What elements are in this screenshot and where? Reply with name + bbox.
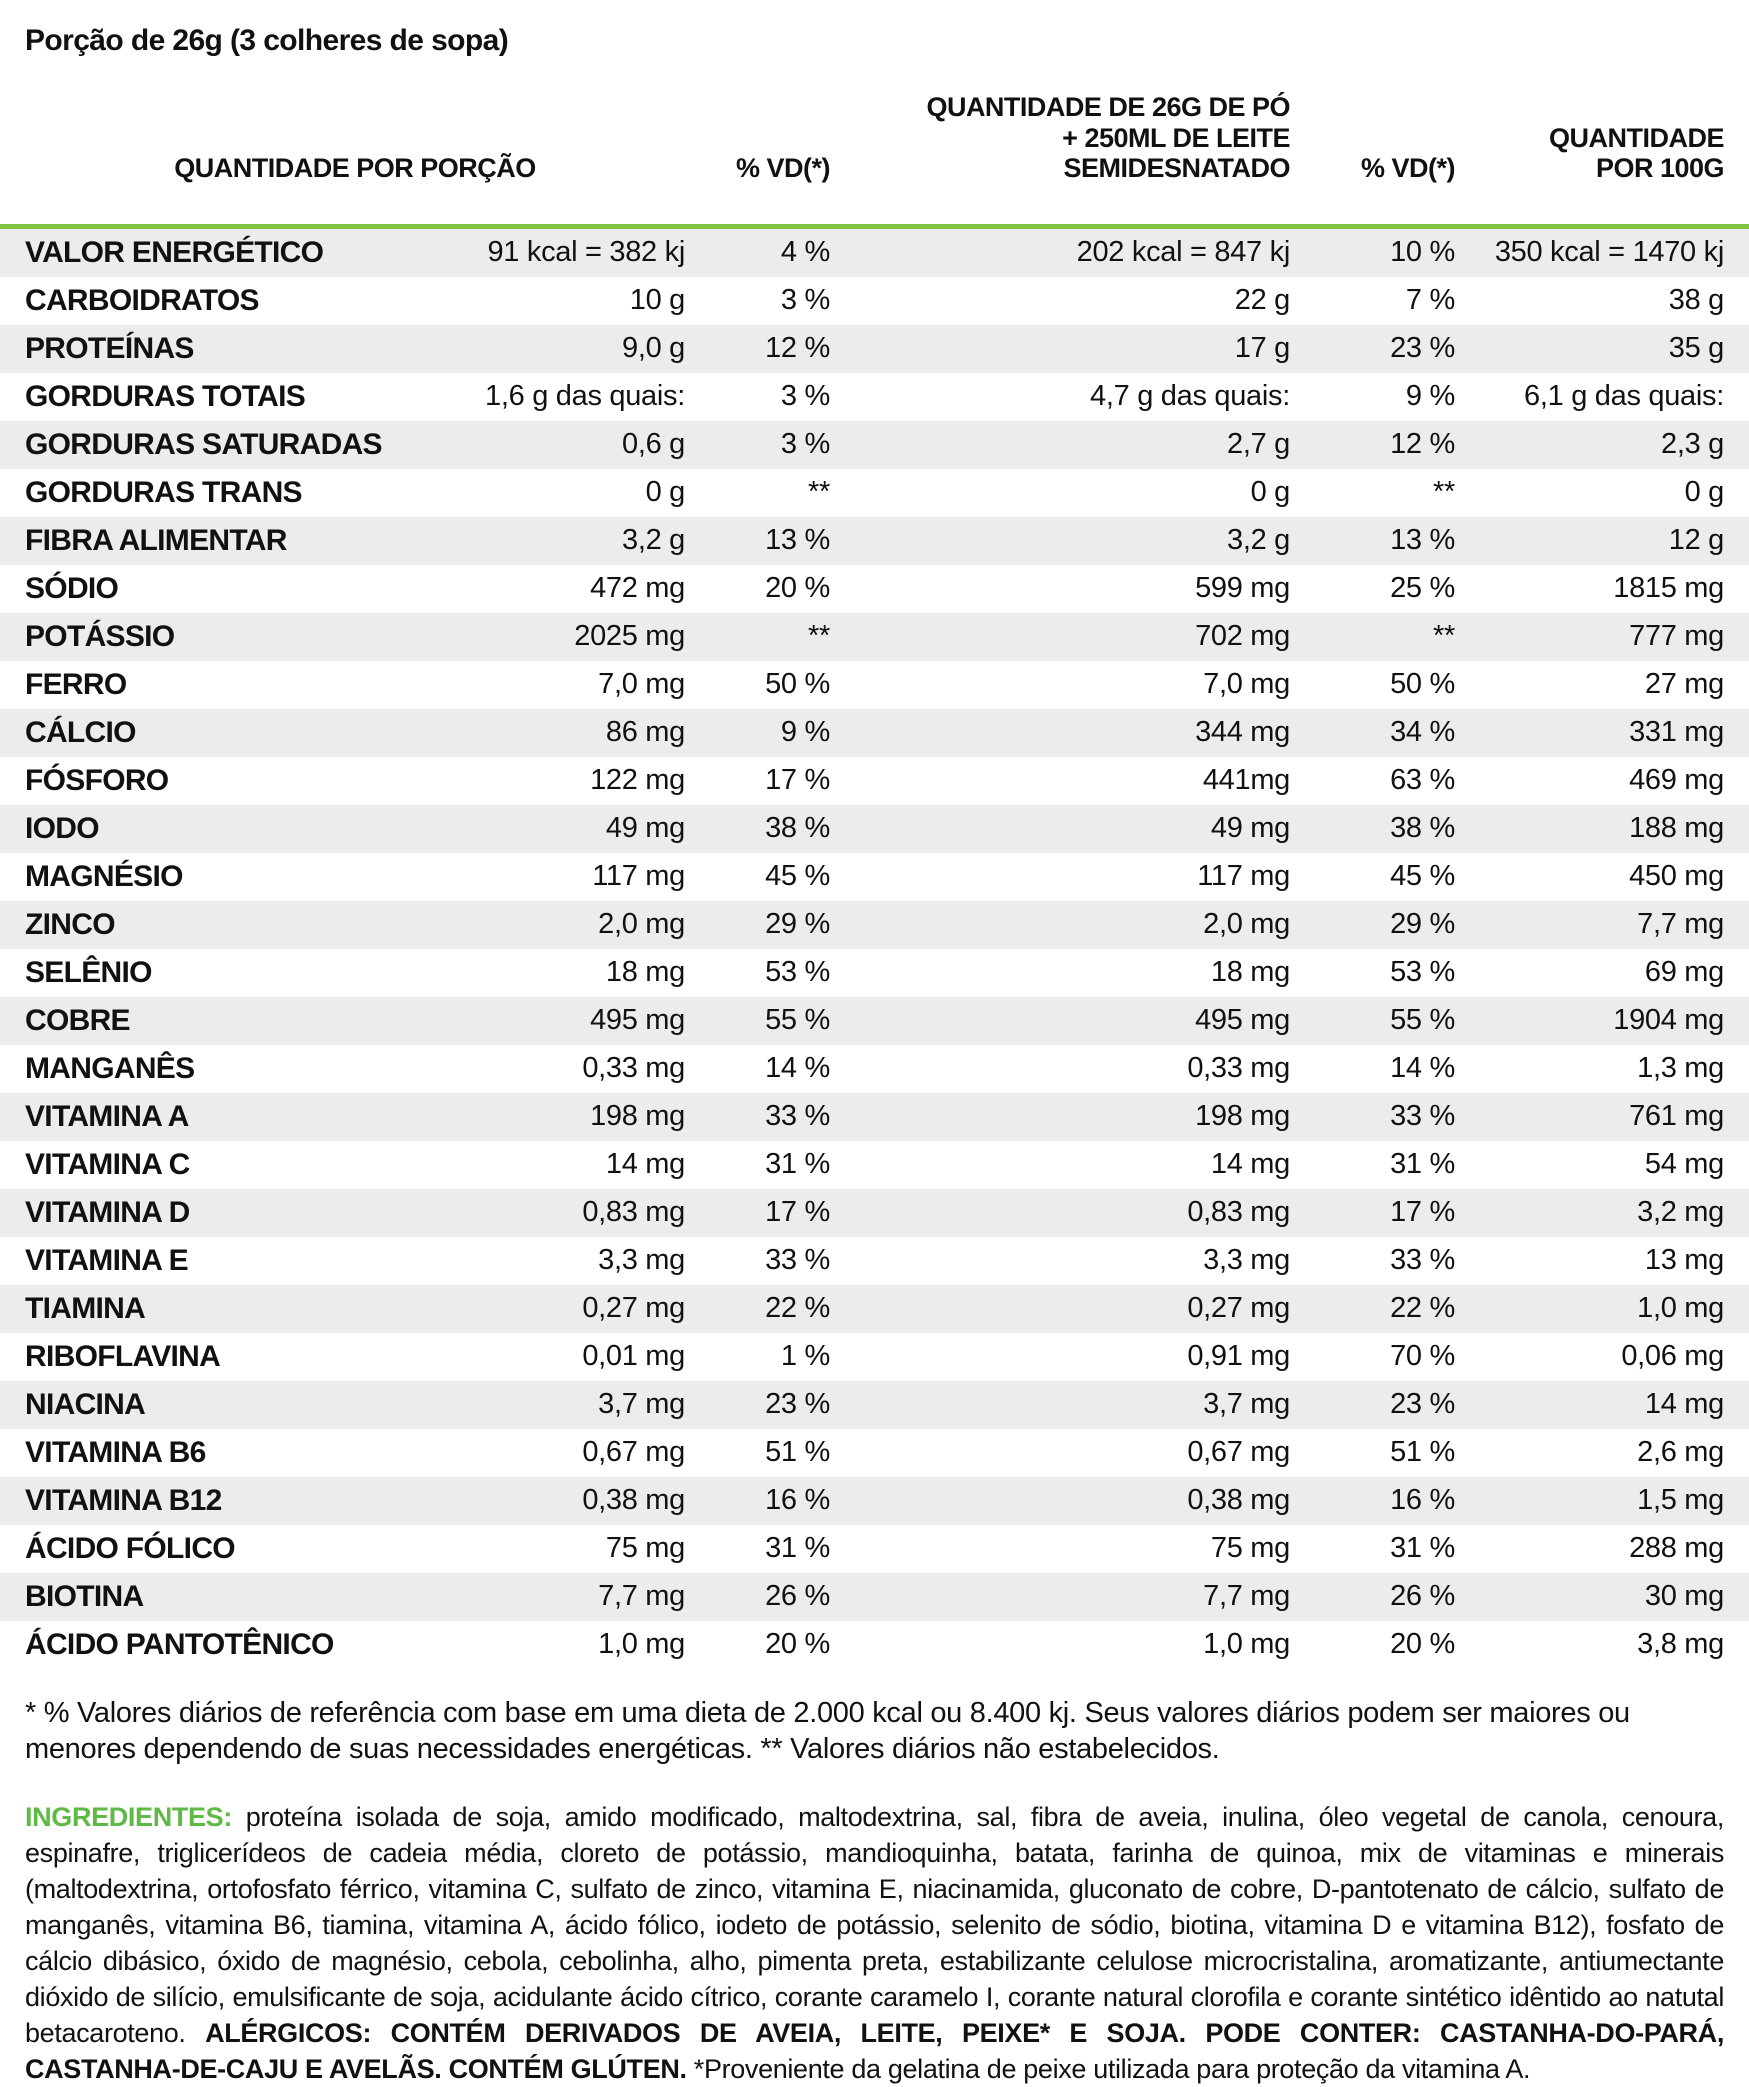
- nutrient-label: CÁLCIO: [25, 715, 136, 749]
- nutrient-label: FÓSFORO: [25, 763, 169, 797]
- per-100g-value: 1,5 mg: [1637, 1484, 1724, 1516]
- milk-vd-value: 45 %: [1390, 860, 1455, 892]
- portion-vd-value: 12 %: [765, 332, 830, 364]
- milk-value: 441mg: [1202, 764, 1290, 796]
- ingredients-label: INGREDIENTES:: [25, 1802, 232, 1833]
- per-100g-value: 2,3 g: [1661, 428, 1724, 460]
- milk-value: 17 g: [1234, 332, 1290, 364]
- per-100g-value: 350 kcal = 1470 kj: [1494, 236, 1724, 268]
- portion-value: 2,0 mg: [598, 908, 685, 940]
- nutrient-label: FERRO: [25, 667, 127, 701]
- milk-vd-value: 33 %: [1390, 1244, 1455, 1276]
- milk-vd-value: 29 %: [1390, 908, 1455, 940]
- milk-value: 2,0 mg: [1203, 908, 1290, 940]
- milk-vd-value: 12 %: [1390, 428, 1455, 460]
- portion-value: 0,67 mg: [582, 1436, 685, 1468]
- milk-value: 7,0 mg: [1203, 668, 1290, 700]
- portion-vd-value: 23 %: [765, 1388, 830, 1420]
- header-quantity-with-milk: [830, 92, 1290, 184]
- table-row: [0, 661, 1749, 709]
- portion-value: 0,83 mg: [582, 1196, 685, 1228]
- portion-vd-value: **: [808, 476, 830, 508]
- nutrient-label: SÓDIO: [25, 571, 119, 605]
- per-100g-value: 469 mg: [1629, 764, 1724, 796]
- nutrient-label: GORDURAS TOTAIS: [25, 379, 306, 413]
- portion-value: 0,6 g: [622, 428, 685, 460]
- per-100g-value: 13 mg: [1644, 1244, 1724, 1276]
- per-100g-value: 69 mg: [1644, 956, 1724, 988]
- milk-value: 0,83 mg: [1187, 1196, 1290, 1228]
- milk-value: 4,7 g das quais:: [1090, 380, 1290, 412]
- milk-vd-value: 25 %: [1390, 572, 1455, 604]
- table-row: [0, 997, 1749, 1045]
- table-row: [0, 517, 1749, 565]
- header-quantity-per-100g-line2: POR 100G: [1595, 153, 1724, 183]
- portion-vd-value: 33 %: [765, 1244, 830, 1276]
- nutrient-label: GORDURAS SATURADAS: [25, 427, 382, 461]
- nutrient-label: VITAMINA C: [25, 1147, 190, 1181]
- per-100g-value: 3,2 mg: [1637, 1196, 1724, 1228]
- milk-value: 0,67 mg: [1187, 1436, 1290, 1468]
- nutrient-label: BIOTINA: [25, 1579, 144, 1613]
- nutrient-label: RIBOFLAVINA: [25, 1339, 221, 1373]
- portion-value: 7,0 mg: [598, 668, 685, 700]
- table-row: [0, 709, 1749, 757]
- portion-value: 117 mg: [592, 860, 685, 892]
- per-100g-value: 288 mg: [1629, 1532, 1724, 1564]
- portion-value: 75 mg: [605, 1532, 685, 1564]
- milk-value: 3,3 mg: [1203, 1244, 1290, 1276]
- portion-value: 495 mg: [590, 1004, 685, 1036]
- portion-value: 7,7 mg: [598, 1580, 685, 1612]
- per-100g-value: 188 mg: [1629, 812, 1724, 844]
- table-row: [0, 1477, 1749, 1525]
- milk-value: 14 mg: [1210, 1148, 1290, 1180]
- per-100g-value: 0,06 mg: [1621, 1340, 1724, 1372]
- table-row: [0, 1237, 1749, 1285]
- milk-vd-value: **: [1433, 620, 1455, 652]
- per-100g-value: 35 g: [1668, 332, 1724, 364]
- per-100g-value: 54 mg: [1644, 1148, 1724, 1180]
- portion-vd-value: 9 %: [780, 716, 830, 748]
- portion-vd-value: 31 %: [765, 1148, 830, 1180]
- portion-value: 3,2 g: [622, 524, 685, 556]
- portion-value: 49 mg: [605, 812, 685, 844]
- milk-vd-value: 26 %: [1390, 1580, 1455, 1612]
- table-row: [0, 1525, 1749, 1573]
- portion-value: 472 mg: [590, 572, 685, 604]
- portion-vd-value: 51 %: [765, 1436, 830, 1468]
- milk-value: 344 mg: [1195, 716, 1290, 748]
- table-row: [0, 1141, 1749, 1189]
- nutrient-label: MAGNÉSIO: [25, 859, 183, 893]
- milk-value: 3,7 mg: [1203, 1388, 1290, 1420]
- table-row: [0, 229, 1749, 277]
- milk-value: 198 mg: [1195, 1100, 1290, 1132]
- milk-value: 0,38 mg: [1187, 1484, 1290, 1516]
- header-quantity-per-100g-line1: QUANTIDADE: [1549, 122, 1724, 153]
- milk-vd-value: 50 %: [1390, 668, 1455, 700]
- milk-vd-value: 14 %: [1390, 1052, 1455, 1084]
- per-100g-value: 1815 mg: [1613, 572, 1724, 604]
- per-100g-value: 14 mg: [1644, 1388, 1724, 1420]
- per-100g-value: 7,7 mg: [1637, 908, 1724, 940]
- milk-value: 22 g: [1234, 284, 1290, 316]
- portion-vd-value: 4 %: [780, 236, 830, 268]
- daily-values-footnote: * % Valores diários de referência com base em uma dieta de 2.000 kcal ou 8.400 kj. Seus valores diários podem ser maiores ou menores dependendo de suas necessidades energéticas. ** Valores diários não estabelecidos.: [25, 1696, 1630, 1766]
- table-row: [0, 853, 1749, 901]
- portion-value: 2025 mg: [574, 620, 685, 652]
- portion-value: 91 kcal = 382 kj: [487, 236, 685, 268]
- portion-vd-value: 1 %: [780, 1340, 830, 1372]
- portion-vd-value: 3 %: [780, 380, 830, 412]
- table-row: [0, 469, 1749, 517]
- per-100g-value: 777 mg: [1629, 620, 1724, 652]
- nutrient-label: VITAMINA B6: [25, 1435, 206, 1469]
- portion-value: 3,3 mg: [598, 1244, 685, 1276]
- portion-vd-value: 31 %: [765, 1532, 830, 1564]
- milk-vd-value: 38 %: [1390, 812, 1455, 844]
- milk-vd-value: 31 %: [1390, 1148, 1455, 1180]
- table-row: [0, 1285, 1749, 1333]
- header-vd-portion: % VD(*): [735, 153, 830, 183]
- portion-vd-value: 3 %: [780, 428, 830, 460]
- portion-value: 10 g: [629, 284, 685, 316]
- milk-value: 495 mg: [1195, 1004, 1290, 1036]
- milk-vd-value: 53 %: [1390, 956, 1455, 988]
- nutrient-label: ZINCO: [25, 907, 115, 941]
- portion-vd-value: 14 %: [765, 1052, 830, 1084]
- table-row: [0, 1381, 1749, 1429]
- milk-value: 3,2 g: [1227, 524, 1290, 556]
- table-row: [0, 1093, 1749, 1141]
- ingredients-text: proteína isolada de soja, amido modificado, maltodextrina, sal, fibra de aveia, inulina, óleo vegetal de canola, cenoura, espinafre, triglicerídeos de cadeia média, cloreto de potássio, mandioquinha, batata, farinha de quinoa, mix de vitaminas e minerais (maltodextrina, ortofosfato férrico, vitamina C, sulfato de zinco, vitamina E, niacinamida, gluconato de cobre, D-pantotenato de cálcio, sulfato de manganês, vitamina B6, tiamina, vitamina A, ácido fólico, iodeto de potássio, selenito de sódio, biotina, vitamina D e vitamina B12), fosfato de cálcio dibásico, óxido de magnésio, cebola, cebolinha, alho, pimenta preta, estabilizante celulose microcristalina, aromatizante, antiumectante dióxido de silício, emulsificante de soja, acidulante ácido cítrico, corante caramelo I, corante natural clorofila e corante sintético idêntido ao natutal betacaroteno.: [25, 1802, 1724, 2048]
- nutrient-label: ÁCIDO FÓLICO: [25, 1531, 235, 1565]
- nutrient-label: VITAMINA D: [25, 1195, 190, 1229]
- nutrient-label: VALOR ENERGÉTICO: [25, 235, 324, 269]
- portion-value: 122 mg: [590, 764, 685, 796]
- per-100g-value: 27 mg: [1644, 668, 1724, 700]
- milk-value: 7,7 mg: [1203, 1580, 1290, 1612]
- nutrient-label: VITAMINA E: [25, 1243, 188, 1277]
- table-row: [0, 373, 1749, 421]
- nutrient-label: PROTEÍNAS: [25, 331, 194, 365]
- nutrient-label: FIBRA ALIMENTAR: [25, 523, 287, 557]
- nutrient-label: POTÁSSIO: [25, 619, 175, 653]
- milk-vd-value: 23 %: [1390, 332, 1455, 364]
- milk-vd-value: 34 %: [1390, 716, 1455, 748]
- portion-vd-value: 22 %: [765, 1292, 830, 1324]
- milk-vd-value: **: [1433, 476, 1455, 508]
- portion-value: 1,0 mg: [598, 1628, 685, 1660]
- per-100g-value: 3,8 mg: [1637, 1628, 1724, 1660]
- per-100g-value: 450 mg: [1629, 860, 1724, 892]
- portion-vd-value: 17 %: [765, 1196, 830, 1228]
- portion-value: 1,6 g das quais:: [485, 380, 685, 412]
- header-quantity-with-milk-line2: + 250ML DE LEITE SEMIDESNATADO: [1062, 122, 1290, 183]
- portion-vd-value: **: [808, 620, 830, 652]
- table-row: [0, 613, 1749, 661]
- ingredients-paragraph: [0, 1800, 1749, 2087]
- portion-vd-value: 53 %: [765, 956, 830, 988]
- per-100g-value: 1904 mg: [1613, 1004, 1724, 1036]
- nutrient-label: MANGANÊS: [25, 1051, 195, 1085]
- portion-vd-value: 50 %: [765, 668, 830, 700]
- table-row: [0, 949, 1749, 997]
- nutrient-label: VITAMINA A: [25, 1099, 189, 1133]
- portion-vd-value: 38 %: [765, 812, 830, 844]
- portion-value: 198 mg: [590, 1100, 685, 1132]
- header-quantity-with-milk-line1: QUANTIDADE DE 26G DE PÓ: [926, 92, 1290, 122]
- portion-vd-value: 13 %: [765, 524, 830, 556]
- portion-value: 0,33 mg: [582, 1052, 685, 1084]
- nutrient-label: SELÊNIO: [25, 955, 152, 989]
- table-row: [0, 421, 1749, 469]
- table-row: [0, 901, 1749, 949]
- per-100g-value: 38 g: [1668, 284, 1724, 316]
- milk-vd-value: 7 %: [1405, 284, 1455, 316]
- nutrient-label: IODO: [25, 811, 99, 845]
- milk-vd-value: 70 %: [1390, 1340, 1455, 1372]
- portion-vd-value: 45 %: [765, 860, 830, 892]
- milk-vd-value: 10 %: [1390, 236, 1455, 268]
- portion-value: 86 mg: [605, 716, 685, 748]
- table-row: [0, 1189, 1749, 1237]
- milk-value: 0,27 mg: [1187, 1292, 1290, 1324]
- nutrient-label: TIAMINA: [25, 1291, 146, 1325]
- milk-vd-value: 51 %: [1390, 1436, 1455, 1468]
- nutrition-table: [0, 229, 1749, 1669]
- nutrient-label: GORDURAS TRANS: [25, 475, 302, 509]
- milk-vd-value: 16 %: [1390, 1484, 1455, 1516]
- milk-vd-value: 22 %: [1390, 1292, 1455, 1324]
- milk-vd-value: 55 %: [1390, 1004, 1455, 1036]
- per-100g-value: 12 g: [1668, 524, 1724, 556]
- per-100g-value: 6,1 g das quais:: [1524, 380, 1724, 412]
- milk-vd-value: 23 %: [1390, 1388, 1455, 1420]
- milk-vd-value: 31 %: [1390, 1532, 1455, 1564]
- milk-vd-value: 17 %: [1390, 1196, 1455, 1228]
- portion-vd-value: 29 %: [765, 908, 830, 940]
- portion-vd-value: 26 %: [765, 1580, 830, 1612]
- table-row: [0, 805, 1749, 853]
- portion-vd-value: 17 %: [765, 764, 830, 796]
- serving-size-title: Porção de 26g (3 colheres de sopa): [25, 24, 509, 57]
- table-row: [0, 1045, 1749, 1093]
- portion-vd-value: 55 %: [765, 1004, 830, 1036]
- milk-vd-value: 63 %: [1390, 764, 1455, 796]
- milk-vd-value: 13 %: [1390, 524, 1455, 556]
- table-row: [0, 1333, 1749, 1381]
- milk-value: 0 g: [1250, 476, 1290, 508]
- table-row: [0, 565, 1749, 613]
- nutrient-label: ÁCIDO PANTOTÊNICO: [25, 1627, 334, 1661]
- table-row: [0, 757, 1749, 805]
- milk-value: 18 mg: [1210, 956, 1290, 988]
- table-row: [0, 1429, 1749, 1477]
- per-100g-value: 1,3 mg: [1637, 1052, 1724, 1084]
- portion-value: 0 g: [645, 476, 685, 508]
- nutrient-label: NIACINA: [25, 1387, 146, 1421]
- milk-value: 0,33 mg: [1187, 1052, 1290, 1084]
- header-quantity-per-portion: QUANTIDADE POR PORÇÃO: [174, 153, 536, 183]
- portion-vd-value: 20 %: [765, 1628, 830, 1660]
- per-100g-value: 1,0 mg: [1637, 1292, 1724, 1324]
- portion-vd-value: 20 %: [765, 572, 830, 604]
- nutrient-label: VITAMINA B12: [25, 1483, 222, 1517]
- header-quantity-per-100g: [1455, 123, 1724, 184]
- portion-value: 3,7 mg: [598, 1388, 685, 1420]
- per-100g-value: 30 mg: [1644, 1580, 1724, 1612]
- table-header: [0, 92, 1749, 184]
- milk-value: 202 kcal = 847 kj: [1076, 236, 1290, 268]
- milk-value: 49 mg: [1210, 812, 1290, 844]
- per-100g-value: 761 mg: [1629, 1100, 1724, 1132]
- nutrient-label: CARBOIDRATOS: [25, 283, 259, 317]
- milk-value: 599 mg: [1195, 572, 1290, 604]
- portion-vd-value: 33 %: [765, 1100, 830, 1132]
- allergens-statement: ALÉRGICOS: CONTÉM DERIVADOS DE AVEIA, LEITE, PEIXE* E SOJA. PODE CONTER: CASTANHA-DO-PARÁ, CASTANHA-DE-CAJU E AVELÃS. CONTÉM GLÚTEN.: [25, 2017, 1724, 2084]
- milk-value: 2,7 g: [1227, 428, 1290, 460]
- portion-value: 18 mg: [605, 956, 685, 988]
- portion-value: 9,0 g: [622, 332, 685, 364]
- fish-gelatin-footnote: *Proveniente da gelatina de peixe utilizada para proteção da vitamina A.: [686, 2053, 1531, 2084]
- milk-vd-value: 20 %: [1390, 1628, 1455, 1660]
- table-row: [0, 277, 1749, 325]
- table-row: [0, 1621, 1749, 1669]
- nutrient-label: COBRE: [25, 1003, 130, 1037]
- milk-value: 1,0 mg: [1203, 1628, 1290, 1660]
- milk-vd-value: 33 %: [1390, 1100, 1455, 1132]
- milk-value: 702 mg: [1195, 620, 1290, 652]
- table-row: [0, 1573, 1749, 1621]
- per-100g-value: 0 g: [1684, 476, 1724, 508]
- portion-vd-value: 3 %: [780, 284, 830, 316]
- milk-value: 75 mg: [1210, 1532, 1290, 1564]
- portion-value: 0,27 mg: [582, 1292, 685, 1324]
- portion-value: 14 mg: [605, 1148, 685, 1180]
- per-100g-value: 2,6 mg: [1637, 1436, 1724, 1468]
- milk-vd-value: 9 %: [1405, 380, 1455, 412]
- portion-vd-value: 16 %: [765, 1484, 830, 1516]
- milk-value: 117 mg: [1197, 860, 1290, 892]
- portion-value: 0,01 mg: [582, 1340, 685, 1372]
- table-row: [0, 325, 1749, 373]
- portion-value: 0,38 mg: [582, 1484, 685, 1516]
- per-100g-value: 331 mg: [1629, 716, 1724, 748]
- milk-value: 0,91 mg: [1187, 1340, 1290, 1372]
- header-vd-milk: % VD(*): [1360, 153, 1455, 183]
